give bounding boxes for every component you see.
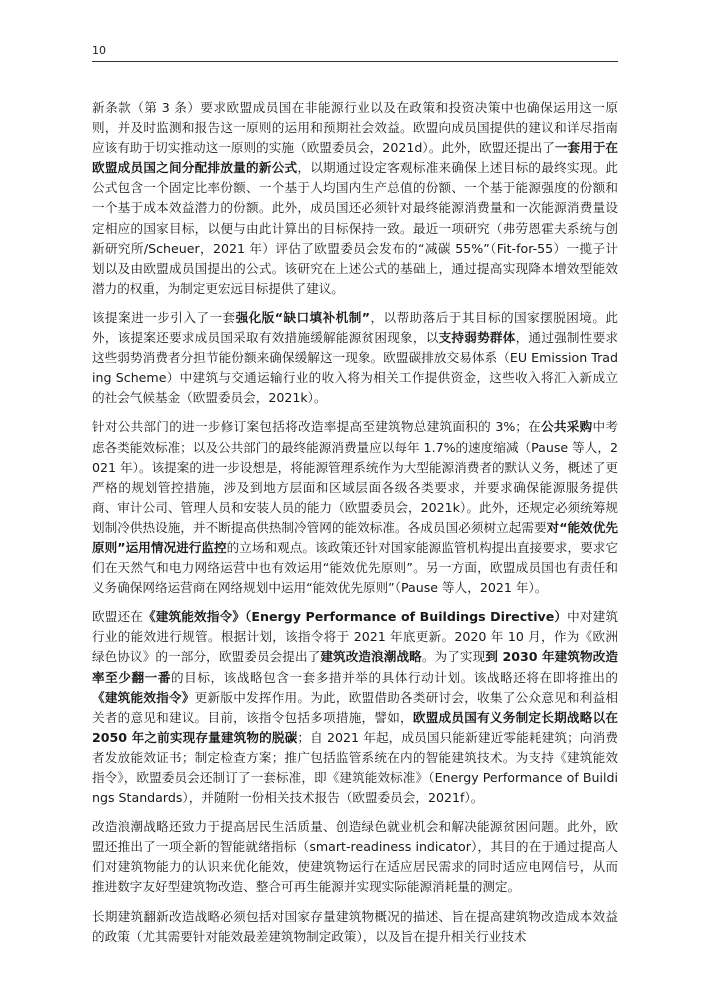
text-run: 该提案进一步引入了一套 [92, 309, 236, 325]
text-run: 新条款（第 3 条）要求欧盟成员国在非能源行业以及在政策和投资决策中也确保运用这一原则，并及时监测和报告这一原则的运用和预期社会效益。欧盟向成员国提供的建议和详尽指南应该有助于切实推动这一原则的实施（欧盟委员会，2021d）。此外，欧盟还提出了 [92, 100, 618, 156]
paragraph [92, 907, 618, 947]
bold-text-run: 《建筑能效指令》 [92, 689, 195, 705]
text-run: 针对公共部门的进一步修订案包括将改造率提高至建筑物总建筑面积的 3%；在 [92, 419, 542, 435]
text-run: 的目标，该战略包含一套多措并举的具体行动计划。该战略还将在即将推出的 [171, 669, 619, 685]
text-run: ；自 2021 年起，成员国只能新建近零能耗建筑；向消费者发放能效证书；制定检查方案；推广包括监管系统在内的智能建筑技术。为支持《建筑能效指令》，欧盟委员会还制订了一套标准，即《建筑能效标准》（Energy Performance of Buildings Standards），并随附一份相关技术报告（欧盟委员会，2021f）。 [92, 729, 619, 806]
text-run: 长期建筑翻新改造战略必须包括对国家存量建筑物概况的描述、旨在提高建筑物改造成本效益的政策（尤其需要针对能效最差建筑物制定政策），以及旨在提升相关行业技术 [92, 908, 618, 944]
text-run: 。为了实现 [421, 649, 486, 665]
text-run: 中对建筑行业的能效进行规管。根据计划，该指令将于 2021 年底更新。2020 年 10 月，作为《欧洲绿色协议》的一部分，欧盟委员会提出了 [92, 609, 619, 665]
paragraph [92, 308, 618, 408]
bold-text-run: 《建筑能效指令》（Energy Performance of Buildings Directive） [143, 609, 568, 625]
bold-text-run: 一套用于在欧盟成员国之间分配排放量的新公式 [92, 140, 619, 176]
bold-text-run: 公共采购 [541, 419, 593, 435]
text-run: 的立场和观点。该政策还针对国家能源监管机构提出直接要求，要求它们在天然气和电力网络运营中也有效运用“能效优先原则”。另一方面，欧盟成员国也有责任和义务确保网络运营商在网络规划中运用“能效优先原则”（Pause 等人，2021 年）。 [92, 539, 619, 596]
text-run: 改造浪潮战略还致力于提高居民生活质量、创造绿色就业机会和解决能源贫困问题。此外，欧盟还推出了一项全新的智能就绪指标（smart-readiness indicator），其目的在于通过提高人们对建筑物能力的认识来优化能效，使建筑物运行在适应居民需求的同时适应电网信号，从而推进数字友好型建筑物改造、整合可再生能源并实现实际能源消耗量的测定。 [92, 819, 618, 895]
paragraph [92, 607, 618, 808]
paragraph [92, 417, 618, 598]
header-rule [92, 61, 618, 62]
paragraph [92, 817, 618, 897]
bold-text-run: 到 2030 年建筑物改造率至少翻一番 [92, 649, 619, 685]
body-text [92, 98, 618, 956]
bold-text-run: 强化版“缺口填补机制” [235, 309, 371, 325]
text-run: ，以期通过设定客观标准来确保上述目标的最终实现。此公式包含一个固定比率份额、一个基于人均国内生产总值的份额、一个基于能源强度的份额和一个基于成本效益潜力的份额。此外，成员国还必须针对最终能源消费量和一次能源消费量设定相应的国家目标，以便与由此计算出的目标保持一致。最近一项研究（弗劳恩霍夫系统与创新研究所/Scheuer，2021 年）评估了欧盟委员会发布的“减碳 55%”（Fit-for-55）一揽子计划以及由欧盟成员国提出的公式。该研究在上述公式的基础上，通过提高实现降本增效型能效潜力的权重，为制定更宏远目标提供了建议。 [92, 160, 619, 296]
text-run: ，以帮助落后于其目标的国家摆脱困境。此外，该提案还要求成员国采取有效措施缓解能源贫困现象，以 [92, 309, 618, 346]
page-number: 10 [92, 44, 106, 57]
text-run: ，通过强制性要求这些弱势消费者分担节能份额来确保缓解这一现象。欧盟碳排放交易体系（EU Emission Trading Scheme）中建筑与交通运输行业的收入将为相关工作提供资金，这些收入将汇入新成立的社会气候基金（欧盟委员会，2021k）。 [92, 330, 619, 406]
text-run: 欧盟还在 [92, 609, 143, 625]
paragraph [92, 98, 618, 299]
bold-text-run: 欧盟成员国有义务制定长期战略以在 2050 年之前实现存量建筑物的脱碳 [92, 709, 619, 745]
text-run: 更新版中发挥作用。为此，欧盟借助各类研讨会，收集了公众意见和利益相关者的意见和建议。目前，该指令包括多项措施，譬如， [92, 689, 619, 725]
text-run: 中考虑各类能效标准；以及公共部门的最终能源消费量应以每年 1.7%的速度缩减（Pause 等人，2021 年）。该提案的进一步设想是，将能源管理系统作为大型能源消费者的默认义务，概述了更严格的规划管控措施，涉及到地方层面和区域层面各级各类要求，并要求确保能源服务提供商、审计公司、管理人员和安装人员的能力（欧盟委员会，2021k）。此外，还规定必须统筹规划制冷供热设施，并不断提高供热制冷管网的能效标准。各成员国必须树立起需要 [92, 419, 619, 535]
bold-text-run: 建筑改造浪潮战略 [320, 649, 422, 665]
bold-text-run: 支持弱势群体 [438, 330, 516, 346]
bold-text-run: 对“能效优先原则”运用情况进行监控 [92, 519, 619, 555]
